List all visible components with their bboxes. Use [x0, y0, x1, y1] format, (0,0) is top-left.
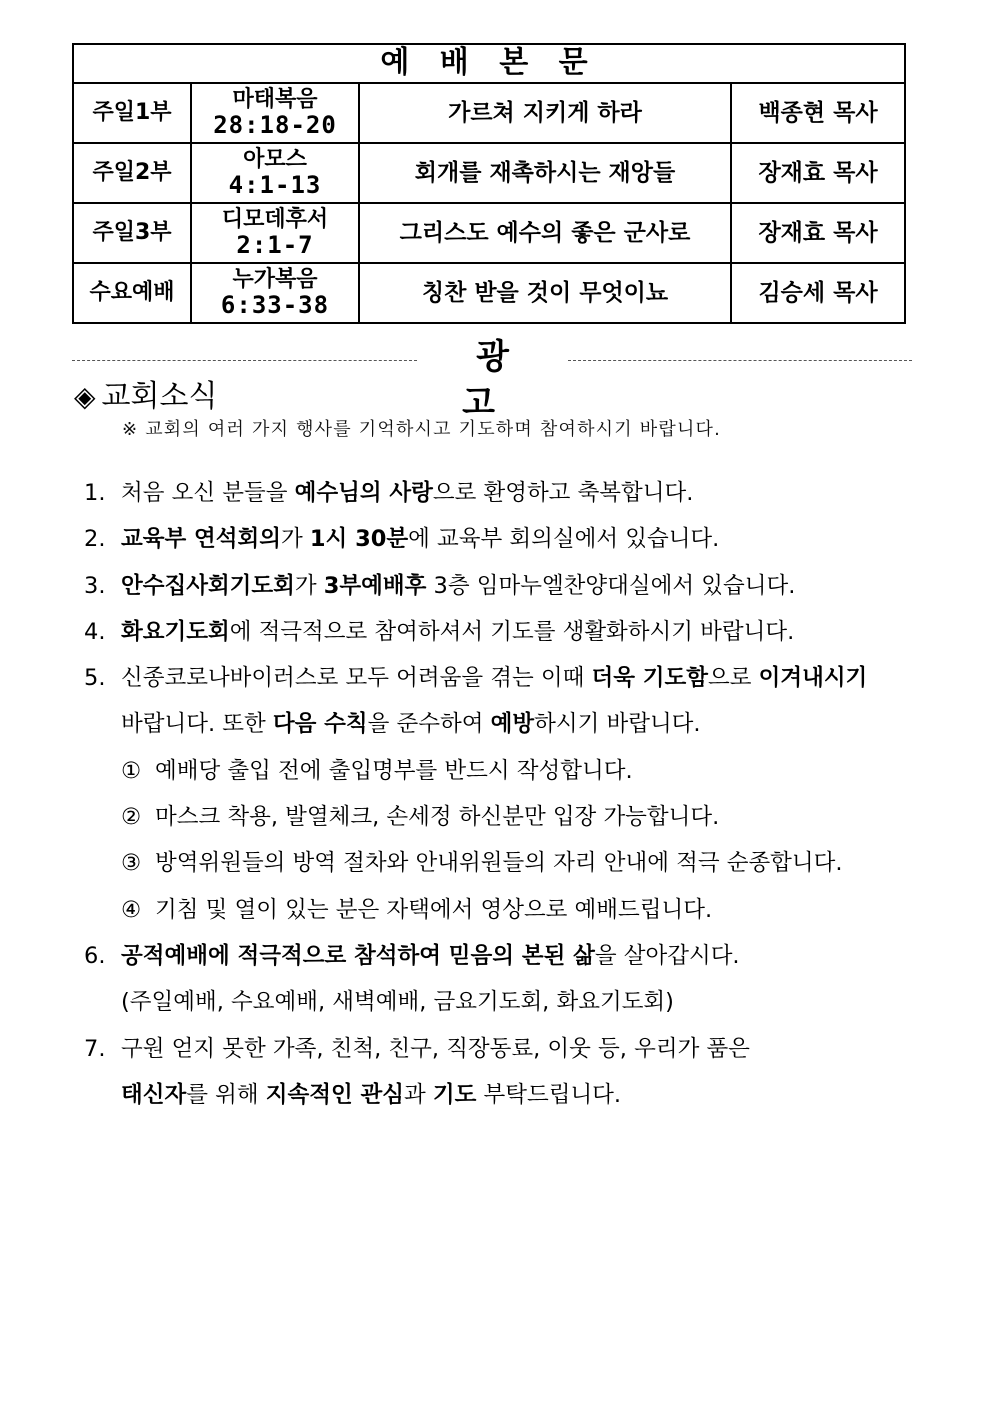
service-name: 주일2부 — [73, 143, 191, 203]
scripture-reference — [191, 263, 359, 323]
item-text: 과 — [403, 1081, 433, 1108]
item-emphasis: 더욱 기도함 — [591, 665, 708, 692]
list-item — [84, 609, 924, 655]
pastor-name: 장재효 목사 — [731, 143, 905, 203]
announcements-title: 광 고 — [462, 337, 537, 423]
list-item-continued — [84, 979, 924, 1025]
list-item — [84, 933, 924, 979]
item-emphasis: 다음 수칙 — [272, 711, 368, 738]
dashed-divider-right — [568, 360, 912, 361]
scripture-verse: 28:18-20 — [213, 110, 337, 139]
item-text: 으로 환영하고 축복합니다. — [432, 480, 694, 506]
list-item — [84, 1026, 924, 1072]
pastor-name: 장재효 목사 — [731, 203, 905, 263]
item-text: 가 — [294, 572, 324, 599]
item-emphasis: 화요기도회 — [121, 618, 230, 645]
item-text: 에 적극적으로 참여하셔서 기도를 생활화하시기 바랍니다. — [229, 618, 795, 645]
item-emphasis: 이겨내시기 — [758, 665, 868, 692]
item-text: 3층 임마누엘찬양대실에서 있습니다. — [426, 572, 796, 599]
item-number: 7. — [84, 1035, 106, 1062]
church-news-heading — [74, 375, 217, 419]
scripture-book: 아모스 — [243, 146, 307, 172]
circled-number: ③ — [121, 850, 142, 877]
item-emphasis: 기도 — [432, 1081, 477, 1108]
item-text: 마스크 착용, 발열체크, 손세정 하신분만 입장 가능합니다. — [155, 804, 720, 831]
scripture-reference — [191, 203, 359, 263]
item-text: 기침 및 열이 있는 분은 자택에서 영상으로 예배드립니다. — [155, 896, 713, 923]
table-row — [73, 203, 905, 263]
item-text: 예배당 출입 전에 출입명부를 반드시 작성합니다. — [155, 757, 633, 784]
item-text: 부탁드립니다. — [476, 1081, 622, 1108]
scripture-book: 마태복음 — [232, 86, 318, 112]
item-emphasis: 예수님의 사랑 — [294, 480, 433, 506]
pastor-name: 백종현 목사 — [731, 83, 905, 143]
diamond-bullet-icon: ◈ — [74, 380, 96, 413]
church-news-title: 교회소식 — [101, 379, 218, 414]
scripture-verse: 4:1-13 — [228, 170, 322, 199]
item-number: 3. — [84, 572, 106, 599]
table-row — [73, 263, 905, 323]
news-list — [84, 470, 924, 1118]
list-item — [84, 470, 924, 516]
pastor-name: 김승세 목사 — [731, 263, 905, 323]
scripture-book: 디모데후서 — [221, 206, 329, 232]
rule-item — [84, 887, 924, 933]
sermon-title: 가르쳐 지키게 하라 — [359, 83, 731, 143]
item-emphasis: 태신자 — [121, 1081, 187, 1108]
worship-scripture-table — [72, 43, 906, 324]
item-emphasis: 예방 — [490, 711, 535, 738]
item-text: 하시기 바랍니다. — [534, 711, 701, 738]
scripture-reference — [191, 83, 359, 143]
item-number: 1. — [84, 480, 106, 506]
item-text: 에 교육부 회의실에서 있습니다. — [408, 526, 720, 553]
item-text: 구원 얻지 못한 가족, 친척, 친구, 직장동료, 이웃 등, 우리가 품은 — [121, 1035, 750, 1062]
circled-number: ④ — [121, 896, 142, 923]
service-name: 주일3부 — [73, 203, 191, 263]
item-text: 바랍니다. 또한 — [121, 711, 273, 738]
item-text: 를 위해 — [186, 1081, 266, 1108]
item-text: (주일예배, 수요예배, 새벽예배, 금요기도회, 화요기도회) — [121, 989, 674, 1016]
item-emphasis: 3부예배후 — [323, 572, 427, 599]
item-emphasis: 공적예배에 적극적으로 참석하여 믿음의 본된 삶 — [121, 942, 595, 969]
scripture-book: 누가복음 — [232, 266, 318, 292]
item-emphasis: 안수집사회기도회 — [121, 572, 295, 599]
item-text: 을 살아갑시다. — [594, 942, 740, 969]
service-name: 주일1부 — [73, 83, 191, 143]
item-text: 을 준수하여 — [367, 711, 491, 738]
item-text: 방역위원들의 방역 절차와 안내위원들의 자리 안내에 적극 순종합니다. — [155, 850, 843, 877]
table-row — [73, 143, 905, 203]
dashed-divider-left — [72, 360, 417, 361]
rule-item — [84, 840, 924, 886]
circled-number: ② — [121, 804, 142, 831]
list-item-continued — [84, 701, 924, 747]
worship-table-title: 예 배 본 문 — [73, 44, 905, 83]
list-item — [84, 563, 924, 609]
item-number: 6. — [84, 942, 106, 969]
service-name: 수요예배 — [73, 263, 191, 323]
item-text: 가 — [280, 526, 310, 553]
item-emphasis: 지속적인 관심 — [265, 1081, 404, 1108]
item-number: 5. — [84, 665, 106, 692]
item-text: 으로 — [707, 665, 759, 692]
rule-item — [84, 794, 924, 840]
item-text: 신종코로나바이러스로 모두 어려움을 겪는 이때 — [121, 665, 592, 692]
list-item — [84, 655, 924, 701]
item-number: 2. — [84, 526, 106, 553]
church-news-note: ※ 교회의 여러 가지 행사를 기억하시고 기도하며 참여하시기 바랍니다. — [122, 419, 722, 440]
item-text: 처음 오신 분들을 — [121, 480, 295, 506]
item-number: 4. — [84, 618, 106, 645]
rule-item — [84, 748, 924, 794]
scripture-verse: 2:1-7 — [236, 230, 314, 259]
list-item — [84, 516, 924, 562]
item-emphasis: 교육부 연석회의 — [121, 526, 281, 553]
sermon-title: 그리스도 예수의 좋은 군사로 — [359, 203, 731, 263]
list-item-continued — [84, 1072, 924, 1118]
scripture-verse: 6:33-38 — [220, 290, 330, 319]
sermon-title: 회개를 재촉하시는 재앙들 — [359, 143, 731, 203]
table-row — [73, 83, 905, 143]
circled-number: ① — [121, 757, 142, 784]
sermon-title: 칭찬 받을 것이 무엇이뇨 — [359, 263, 731, 323]
item-emphasis: 1시 30분 — [309, 526, 409, 553]
scripture-reference — [191, 143, 359, 203]
